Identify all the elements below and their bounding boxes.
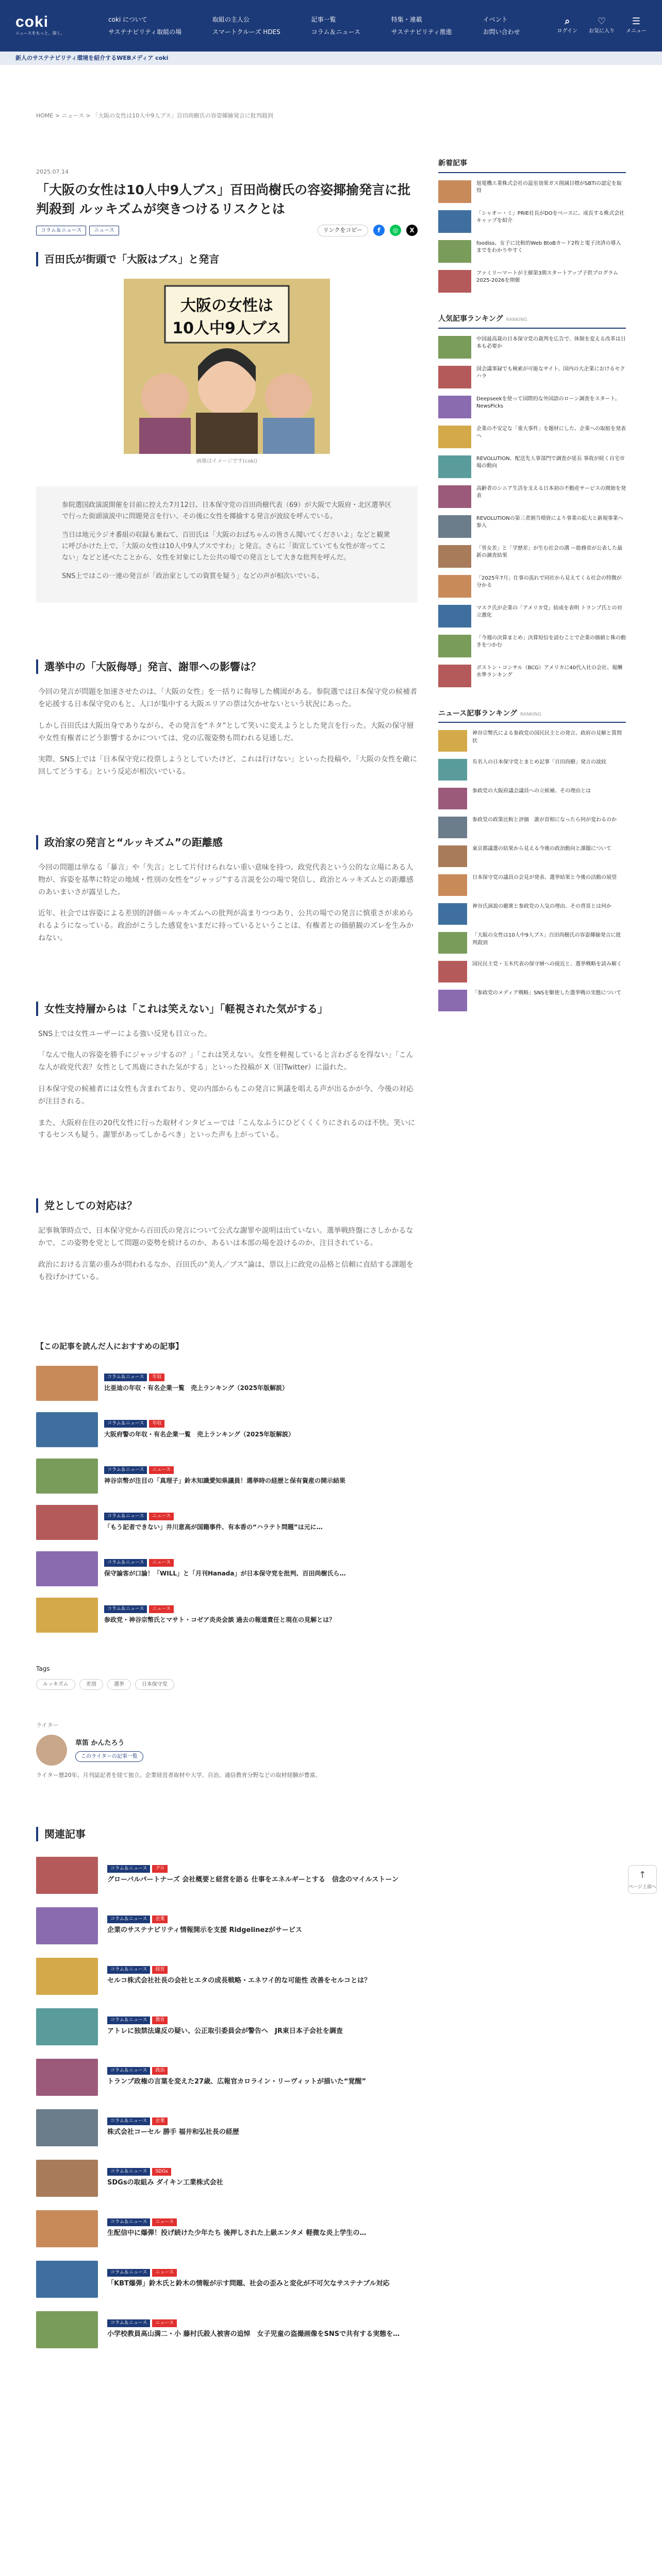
category-badge: コラム＆ニュース xyxy=(104,1374,147,1381)
thumbnail xyxy=(438,180,471,203)
site-logo[interactable] xyxy=(15,14,88,37)
line-icon[interactable]: ◎ xyxy=(390,225,401,236)
thumbnail xyxy=(438,903,467,925)
category-tag[interactable]: コラム＆ニュース xyxy=(36,226,86,235)
related-item[interactable] xyxy=(36,2311,418,2348)
sidebar-article-title: 中国最高裁の日本保守党の裁判を広告で、体制を変える改革は日本も必要か xyxy=(476,336,626,350)
sidebar-article[interactable] xyxy=(438,485,626,508)
nav-item[interactable]: コラム＆ニュース xyxy=(311,28,360,36)
header-icons xyxy=(557,16,647,36)
sidebar-article[interactable] xyxy=(438,396,626,418)
sidebar-article[interactable] xyxy=(438,817,626,838)
global-nav xyxy=(108,14,537,38)
nav-item[interactable]: お問い合わせ xyxy=(483,28,520,36)
summary-paragraph: 参院選国政演説開催を目前に控えた7月12日、日本保守党の百田尚樹代表（69）が大阪で大阪府・北区選挙区で行った街頭演説中に問題発言を行い、その後に女性を揶揄する発言が波紋を呼んでいる。 xyxy=(62,501,392,520)
paragraph: また、大阪府在住の20代女性に行った取材インタビューでは「こんなふうにひどくくくりにされるのは不快。笑いにするセンスも疑う。謝罪があってしかるべき」といった声も上がっている。 xyxy=(38,1118,416,1140)
thumbnail xyxy=(36,2261,98,2298)
writer-description: ライター歴20年。月刊誌記者を経て独立。企業経営者取材や大学、自治、通信教育分野などの取材経験が豊富。 xyxy=(36,1772,321,1779)
sidebar-article-title: 日本保守党の議員の会見が発表、選挙結果と今後の活動の展望 xyxy=(472,875,617,881)
heart-icon: ♡ xyxy=(597,15,606,27)
thumbnail xyxy=(438,455,471,478)
sidebar-article-text xyxy=(476,366,626,381)
sidebar-article-title: 「男女差」と「学歴差」が生む社会の溝 ー総務省が公表した最新の調査結果 xyxy=(476,545,623,559)
sidebar-article-text xyxy=(476,605,626,620)
sidebar-article-text xyxy=(476,180,626,195)
figure-left xyxy=(141,374,189,421)
category-badge: コラム＆ニュース xyxy=(107,2269,150,2277)
related-title-text: 「KBT爆弾」鈴木氏と鈴木の情報が示す問題、社会の歪みと変化が不可欠なサステナブル対応 xyxy=(107,2279,390,2287)
sidebar-article-title: マスク氏が企業の「アメリカ党」結成を表明 トランプ氏との対立激化 xyxy=(476,605,622,619)
category-badge: コラム＆ニュース xyxy=(107,1865,150,1873)
related-item[interactable] xyxy=(36,2160,418,2197)
sidebar-article-title: 東京都議選の結果から見える今後の政治動向と課題について xyxy=(472,846,611,852)
sidebar-article-title: 参政党の大阪府議会議員への立候補、その理由とは xyxy=(472,788,591,794)
sidebar-article-text xyxy=(476,485,626,500)
popular-title-text: 人気記事ランキング xyxy=(438,314,503,323)
sidebar-article-title: 神谷宗幣氏による参政党の国民民主との発言、政府の見解と質問状 xyxy=(472,731,622,744)
related-title-text: トランプ政権の言葉を変えた27歳、広報官カロライン・リーヴィットが描いた“覚醒” xyxy=(107,2077,367,2086)
article-section xyxy=(36,659,418,778)
sidebar-article-text xyxy=(476,545,626,560)
sidebar-article-title: ファミリーマートが主催第3期スタートアップ子供プログラム2025-2026を開催 xyxy=(476,270,619,284)
related-title-text: 株式会社コーセル 勝手 福井和弘社長の経歴 xyxy=(107,2128,239,2136)
recommended-title-text: 参政党・神谷宗幣氏とマサト・コゼア炎炎会談 過去の報道責任と現在の見解とは？ xyxy=(104,1616,336,1623)
category-badge: コラム＆ニュース xyxy=(104,1420,147,1428)
sidebar-article-text xyxy=(476,336,626,351)
sidebar-article-text xyxy=(472,874,617,882)
image-caption: 画像はイメージです(coki) xyxy=(196,458,257,464)
related-item[interactable] xyxy=(36,1857,418,1894)
x-icon[interactable]: X xyxy=(406,225,418,236)
sub-badge: 年収 xyxy=(149,1420,164,1428)
paragraph: 記事執筆時点で、日本保守党から百田氏の発言について公式な謝罪や説明は出ていない。選挙戦終盤にさしかかるなかで、この姿勢を党として問題の姿勢を続けるのか、あるいは本部の場を設けるのか、注目されている。 xyxy=(38,1227,413,1248)
writer-name: 草笛 かんたろう xyxy=(75,1739,125,1748)
related-title-text: アトレに独禁法違反の疑い、公正取引委員会が警告へ JR東日本子会社を調査 xyxy=(107,2027,343,2035)
nav-item[interactable]: 取組の主人公 xyxy=(212,15,250,23)
thumbnail xyxy=(438,759,467,781)
paragraph: 今回の発言が問題を加速させたのは、「大阪の女性」を一括りに侮辱した構図がある。参院選では日本保守党の候補者を応援する日本保守党のもと、人口が集中する大阪エリアの票は欠かせないという状況にあった。 xyxy=(38,688,417,708)
article-section xyxy=(36,835,418,945)
thumbnail xyxy=(438,817,467,838)
thumbnail xyxy=(438,270,471,293)
tag-chip[interactable]: ルッキズム xyxy=(36,1679,75,1690)
thumbnail xyxy=(36,1958,98,1995)
thumbnail xyxy=(438,515,471,538)
related-item[interactable] xyxy=(36,1958,418,1995)
related-section xyxy=(36,1827,418,2348)
recommended-item[interactable] xyxy=(36,1551,418,1586)
paragraph: 日本保守党の候補者には女性も含まれており、党の内部からもこの発言に異議を唱える声が出るかが今、今後の対応が注目される。 xyxy=(38,1085,413,1106)
site-banner[interactable]: 新人のサステナビリティ環境を紹介するWEBメディア coki xyxy=(0,52,662,65)
sub-badge: 企業 xyxy=(152,1916,168,1923)
sidebar-article-title: 参政党の政策比較と評価 誰が首相になったら何が変わるのか xyxy=(472,817,617,823)
header-icon-label: お気に入り xyxy=(589,28,615,35)
thumbnail xyxy=(36,2311,98,2348)
thumbnail xyxy=(438,366,471,388)
logo-tagline: ニュースをもっと、深く。 xyxy=(15,31,65,36)
writer-label: ライター xyxy=(36,1722,59,1729)
category-badge: コラム＆ニュース xyxy=(104,1559,147,1567)
related-title-text: SDGsの取組み ダイキン工業株式会社 xyxy=(107,2178,223,2187)
sub-badge: ニュース xyxy=(149,1513,174,1520)
sidebar-article-title: 高齢者のシニア生活を支える日本初の不動産サービスの開始を発表 xyxy=(476,485,626,499)
category-badge: コラム＆ニュース xyxy=(107,2218,150,2226)
sidebar-article-text xyxy=(472,759,606,767)
related-item[interactable] xyxy=(36,2109,418,2146)
recommended-item[interactable] xyxy=(36,1505,418,1540)
sidebar xyxy=(438,65,626,2362)
thumbnail xyxy=(438,575,471,598)
sub-badge: ニュース xyxy=(149,1559,174,1567)
category-badge: コラム＆ニュース xyxy=(107,2117,150,2125)
page-wrap xyxy=(0,65,662,2362)
sidebar-article[interactable] xyxy=(438,545,626,568)
sidebar-article-title: foodiss、女子に比較的Web BtoBカード2枚と電子決済の導入までをわかりやすく xyxy=(476,240,621,254)
back-to-top-label: ページ上部へ xyxy=(628,1884,656,1890)
publish-date: 2025.07.14 xyxy=(36,168,69,175)
sidebar-article[interactable] xyxy=(438,730,626,752)
sub-badge: 企業 xyxy=(152,2117,168,2125)
sub-badge: ニュース xyxy=(152,2319,177,2327)
new-articles-title: 新着記事 xyxy=(438,158,626,173)
paragraph: しかし百田氏は大阪出身でありながら、その発言を“ネタ”として笑いに変えようとした発言を行った。大阪の保守層や女性有権者にどう影響するかについては、党の広報姿勢も問われる見通しだ。 xyxy=(38,721,414,742)
sidebar-article-text xyxy=(476,455,626,470)
sidebar-article[interactable] xyxy=(438,845,626,867)
sub-badge: ニュース xyxy=(149,1605,174,1613)
category-badge: コラム＆ニュース xyxy=(107,2016,150,2024)
thumbnail xyxy=(438,485,471,508)
site-header xyxy=(0,0,662,52)
thumbnail xyxy=(438,396,471,418)
sidebar-article-title: REVOLUTION、配送先人事部門で調査が延長 事故が続く自宅市場の動向 xyxy=(476,455,625,469)
sidebar-article-title: 「大阪の女性は10人中9人ブス」百田尚樹氏の容姿揶揄発言に批判殺到 xyxy=(472,933,621,946)
thumbnail xyxy=(438,210,471,233)
related-item[interactable] xyxy=(36,2008,418,2045)
section-heading: 百田氏が街頭で「大阪はブス」と発言 xyxy=(36,252,418,266)
sidebar-article-title: 国会議事録でも検索が可能なサイト、国内の大企業におけるセクハラ xyxy=(476,366,625,380)
related-item[interactable] xyxy=(36,1907,418,1944)
hero-line-1: 大阪の女性は xyxy=(180,296,273,315)
sidebar-article[interactable] xyxy=(438,180,626,203)
tag-chip[interactable]: 差別 xyxy=(79,1679,103,1690)
thumbnail xyxy=(36,2008,98,2045)
sub-badge: ニュース xyxy=(152,2218,177,2226)
sub-badge: 年収 xyxy=(149,1374,164,1381)
thumbnail xyxy=(438,874,467,896)
thumbnail xyxy=(438,635,471,657)
share-bar xyxy=(318,225,418,236)
related-item[interactable] xyxy=(36,2059,418,2096)
menu-icon: ☰ xyxy=(632,15,641,27)
sidebar-article-title: 「参政党のメディア戦略」SNSを駆使した選挙戦の実態について xyxy=(472,990,622,996)
sidebar-article-text xyxy=(472,845,611,853)
sidebar-article[interactable] xyxy=(438,336,626,359)
hero-image xyxy=(124,279,330,454)
sidebar-article[interactable] xyxy=(438,961,626,982)
nav-item[interactable]: coki について xyxy=(108,15,147,23)
thumbnail xyxy=(438,932,467,954)
sidebar-article-text xyxy=(472,932,626,947)
category-badge: コラム＆ニュース xyxy=(104,1466,147,1474)
sidebar-article-title: 「2025年7月」仕事の流れで同社から見えてくる社会の特徴が分かる xyxy=(476,575,622,589)
thumbnail xyxy=(438,788,467,809)
related-title-text: 生配信中に爆弾！投げ続けた少年たち 後押しされた上級エンタメ 軽微な炎上学生の… xyxy=(107,2229,367,2237)
recommended-item[interactable] xyxy=(36,1459,418,1494)
sidebar-article[interactable] xyxy=(438,455,626,478)
user-icon: ⌕ xyxy=(565,15,570,27)
sidebar-article[interactable] xyxy=(438,210,626,233)
thumbnail xyxy=(36,2210,98,2247)
main-column xyxy=(15,65,418,2362)
sidebar-article[interactable] xyxy=(438,575,626,598)
thumbnail xyxy=(438,961,467,982)
sidebar-article[interactable] xyxy=(438,665,626,687)
sidebar-article-text xyxy=(476,210,626,225)
news-ranking-text: ニュース記事ランキング xyxy=(438,709,517,718)
thumbnail xyxy=(438,730,467,752)
article-section xyxy=(36,1002,418,1142)
thumbnail xyxy=(438,426,471,448)
thumbnail xyxy=(36,1598,98,1633)
sidebar-article[interactable] xyxy=(438,990,626,1011)
related-item[interactable] xyxy=(36,2210,418,2247)
sidebar-article-text xyxy=(472,903,611,911)
popular-title xyxy=(438,313,626,329)
sidebar-article-text xyxy=(476,426,626,440)
thumbnail xyxy=(36,2160,98,2197)
avatar xyxy=(36,1735,67,1766)
tags-section xyxy=(36,1664,418,1690)
sub-badge: 教育 xyxy=(152,2016,168,2024)
sidebar-article-text xyxy=(472,961,622,969)
news-ranking-title xyxy=(438,708,626,723)
header-icon-label: ログイン xyxy=(557,28,577,35)
sidebar-article-title: 神谷氏演説の聴衆と参政党の人気の理由、その背景とは何か xyxy=(472,904,611,910)
recommended-title: 【この記事を読んだ人におすすめの記事】 xyxy=(36,1342,184,1351)
sidebar-article-text xyxy=(476,515,626,530)
paragraph: 近年、社会では容姿による差別的評価＝ルッキズムへの批判が高まりつつあり、公共の場での発言に慎重さが求められるようになっている。政治がこうした感覚をいまだに持っているということは、有権者との価値観のズレを生みかねない。 xyxy=(38,909,413,942)
sidebar-article-text xyxy=(476,396,626,411)
sidebar-article-title: 旭電機エ業株式会社の温室効果ガス削減目標がSBTiの認定を取得 xyxy=(476,180,622,194)
figure-right xyxy=(265,374,312,421)
related-item[interactable] xyxy=(36,2261,418,2298)
recommended-title-text: 大阪府警の年収・有名企業一覧 売上ランキング（2025年版解説） xyxy=(104,1430,295,1438)
category-badge: コラム＆ニュース xyxy=(107,2067,150,2075)
recommended-title-text: 神谷宗幣が注目の「真理子」鈴木知識愛知県議員！選挙時の経歴と保有資産の開示結果 xyxy=(104,1477,346,1484)
nav-item[interactable]: 記事一覧 xyxy=(311,15,336,23)
sidebar-article[interactable] xyxy=(438,903,626,925)
related-title-text: 企業のサステナビリティ情報開示を支援 Ridgelinezがサービス xyxy=(107,1926,302,1934)
sidebar-article[interactable] xyxy=(438,788,626,809)
recommended-title-text: 「もう記者できない」井川意高が国籍事件、有本香の“ハラテト問題”は元に… xyxy=(104,1523,323,1531)
recommended-item[interactable] xyxy=(36,1598,418,1633)
nav-item[interactable]: スマートクルーズ HDES xyxy=(212,28,280,36)
related-title-text: グローバルパートナーズ 会社概要と経営を語る 仕事をエネルギーとする 信念のマイルストーン xyxy=(107,1875,399,1884)
category-tag[interactable]: ニュース xyxy=(89,226,119,235)
sidebar-article-title: 「今週の決算まとめ」決算短信を読むことで企業の価値と株の動きをつかむ xyxy=(476,635,626,649)
news-ranking-subtitle: RANKING xyxy=(520,711,541,717)
thumbnail xyxy=(36,1459,98,1494)
breadcrumb[interactable]: HOME > ニュース > 「大阪の女性は10人中9人ブス」百田尚樹氏の容姿揶揄発言に批判殺到 xyxy=(36,112,273,119)
paragraph: SNS上では女性ユーザーによる強い反発も目立った。 xyxy=(38,1029,212,1038)
thumbnail xyxy=(36,1366,98,1401)
thumbnail xyxy=(36,1412,98,1447)
sidebar-article-title: 有名人の日本保守党とまとめ記事「百田尚樹」発言の波紋 xyxy=(472,759,606,766)
article-title: 「大阪の女性は10人中9人ブス」百田尚樹氏の容姿揶揄発言に批判殺到 ルッキズムが突きつけるリスクとは xyxy=(36,182,411,216)
back-to-top-button[interactable] xyxy=(628,1865,657,1894)
header-icon-button[interactable] xyxy=(557,16,578,36)
tag-chip[interactable]: 日本保守党 xyxy=(135,1679,174,1690)
thumbnail xyxy=(36,1857,98,1894)
nav-item[interactable]: イベント xyxy=(483,15,508,23)
thumbnail xyxy=(36,1505,98,1540)
category-badge: コラム＆ニュース xyxy=(104,1513,147,1520)
paragraph: 今回の問題は単なる「暴言」や「失言」として片付けられない重い意味を持つ。政党代表という公的な立場にある人物が、容姿を基準に特定の地域・性別の女性を“ジャッジ”する言説を公の場で発信し、政治とルッキズムとの距離感のあいまいさが露呈した。 xyxy=(38,863,413,896)
header-icon-button[interactable] xyxy=(589,16,615,36)
writer-articles-button[interactable]: このライターの記事一覧 xyxy=(75,1751,143,1762)
summary-paragraph: 当日は地元ラジオ番組の収録も兼ねて、百田氏は「大阪のおばちゃんの皆さん聞いてくださいよ」などと観衆に呼びかけた上で、「大阪の女性は10人中9人ブスですわ」と発言。さらに「街宣していても女性が寄ってこない」などと述べたことから、女性を対象にした公共の場での発言として大きな批判を呼んだ。 xyxy=(62,531,390,562)
sidebar-article-title: REVOLUTIONの第三者割当増資により事業の拡大と新規事業へ参入 xyxy=(476,515,623,529)
sidebar-article-text xyxy=(476,635,626,650)
sidebar-article-text xyxy=(476,575,626,590)
sidebar-article-text xyxy=(476,240,626,255)
sidebar-article-title: Deepseekを使って国際的な外国語のローン調査をスタート。NewsPicks xyxy=(476,396,620,410)
hero-line-2: 10人中9人ブス xyxy=(172,319,282,337)
section-heading: 女性支持層からは「これは笑えない」「軽視された気がする」 xyxy=(36,1002,418,1016)
recommended-item[interactable] xyxy=(36,1412,418,1447)
thumbnail xyxy=(36,1551,98,1586)
popular-subtitle: RANKING xyxy=(506,317,527,323)
tags-label: Tags xyxy=(36,1665,50,1672)
sidebar-article-text xyxy=(472,817,617,824)
thumbnail xyxy=(438,605,471,628)
recommended-section xyxy=(36,1340,418,1633)
hero-illustration xyxy=(124,279,330,454)
related-title-text: セルコ株式会社社長の会社ヒエタの成長戦略・エネワイ的な可能性 改善をセルコとは？ xyxy=(107,1976,371,1985)
related-title: 関連記事 xyxy=(36,1827,418,1841)
writer-section xyxy=(36,1721,418,1780)
sidebar-article-text xyxy=(476,270,626,285)
category-badge: コラム＆ニュース xyxy=(107,2168,150,2176)
sidebar-article[interactable] xyxy=(438,635,626,657)
sub-badge: SDGs xyxy=(152,2168,171,2176)
sidebar-article[interactable] xyxy=(438,515,626,538)
summary-box xyxy=(36,486,418,603)
sidebar-article[interactable] xyxy=(438,759,626,781)
logo-text: coki xyxy=(15,13,49,31)
arrow-up-icon: ↑ xyxy=(638,1870,647,1881)
sidebar-article-title: 企業の不安定な「重大事件」を題材にした、企業への取組を発表へ xyxy=(476,426,626,439)
sidebar-article-title: 国民民主党・玉木代表の保守層への接近と、選挙戦略を読み解く xyxy=(472,961,622,968)
sidebar-article-title: ボストン・コンサル（BCG）アメリカに40代入社の会社、報酬水準ランキング xyxy=(476,665,622,679)
category-badge: コラム＆ニュース xyxy=(107,1916,150,1923)
recommended-title-text: 保守論客が口論！「WILL」と「月刊Hanada」が日本保守党を批判、百田尚樹氏ら… xyxy=(104,1569,346,1577)
article-section xyxy=(36,1198,418,1283)
summary-paragraph: SNS上ではこの一連の発言が「政治家としての資質を疑う」などの声が相次いでいる。 xyxy=(62,572,324,581)
sidebar-article[interactable] xyxy=(438,270,626,293)
category-badge: コラム＆ニュース xyxy=(107,2319,150,2327)
thumbnail xyxy=(36,2109,98,2146)
sidebar-article[interactable] xyxy=(438,874,626,896)
sub-badge: ニュース xyxy=(149,1466,174,1474)
sidebar-article-text xyxy=(472,730,626,745)
paragraph: 政治における言葉の重みが問われるなか、百田氏の“美人／ブス”論は、票以上に政党の品格と信頼に直結する課題をも投げかけている。 xyxy=(38,1260,413,1281)
related-title-text: 小学校教員高山満二・小 藤村氏殺人被害の追悼 女子児童の盗撮画像をSNSで共有する実態を… xyxy=(107,2330,400,2338)
sub-badge: 経営 xyxy=(152,1966,168,1974)
sidebar-article-text xyxy=(472,990,621,997)
section-heading: 党としての対応は？ xyxy=(36,1198,418,1213)
sidebar-article[interactable] xyxy=(438,932,626,954)
category-badge: コラム＆ニュース xyxy=(107,1966,150,1974)
sidebar-article-title: 「シャオー・ミ」PRIE社長がDOをベースに、成長する株式会社キャップを紹介 xyxy=(476,210,625,224)
thumbnail xyxy=(438,665,471,687)
sidebar-article[interactable] xyxy=(438,426,626,448)
header-icon-label: メニュー xyxy=(626,28,647,35)
recommended-title-text: 比亜迪の年収・有名企業一覧 売上ランキング（2025年版解説） xyxy=(104,1384,289,1392)
nav-item[interactable]: サステナビリティ推進 xyxy=(391,28,452,36)
thumbnail xyxy=(36,2059,98,2096)
sidebar-article[interactable] xyxy=(438,605,626,628)
copy-link-button[interactable]: リンクをコピー xyxy=(318,225,368,236)
article-sections xyxy=(36,659,418,1283)
paragraph: 「なんで他人の容姿を勝手にジャッジするの？」「これは笑えない。女性を軽視していると言わざるを得ない」「こんな人が政党代表？女性として馬鹿にされた気がする」といった投稿が X（旧Twitter）に溢れた。 xyxy=(38,1051,413,1072)
nav-item[interactable]: サステナビリティ取組の場 xyxy=(108,28,182,36)
section-heading: 選挙中の「大阪侮辱」発言、謝罪への影響は？ xyxy=(36,659,418,674)
sidebar-article-text xyxy=(472,788,591,795)
thumbnail xyxy=(438,990,467,1011)
sidebar-article[interactable] xyxy=(438,240,626,263)
thumbnail xyxy=(438,336,471,359)
nav-item[interactable]: 特集・連載 xyxy=(391,15,422,23)
sidebar-article-text xyxy=(476,665,626,680)
sub-badge: ニュース xyxy=(152,2269,177,2277)
recommended-item[interactable] xyxy=(36,1366,418,1401)
paragraph: 実際、SNS上では「日本保守党に投票しようとしていたけど、これは行けない」といった投稿や、「大阪の女性を敵に回してどうする」という反応が相次いでいる。 xyxy=(38,755,417,776)
sub-badge: 政治 xyxy=(152,2067,168,2075)
category-badge: コラム＆ニュース xyxy=(104,1605,147,1613)
facebook-icon[interactable]: f xyxy=(373,225,385,236)
tag-chip[interactable]: 選挙 xyxy=(107,1679,131,1690)
sub-badge: グロ xyxy=(152,1865,168,1873)
thumbnail xyxy=(36,1907,98,1944)
article-meta xyxy=(36,225,418,236)
thumbnail xyxy=(438,240,471,263)
sidebar-article[interactable] xyxy=(438,366,626,388)
section-heading: 政治家の発言と“ルッキズム”の距離感 xyxy=(36,835,418,850)
thumbnail xyxy=(438,545,471,568)
header-icon-button[interactable] xyxy=(626,16,647,36)
thumbnail xyxy=(438,845,467,867)
